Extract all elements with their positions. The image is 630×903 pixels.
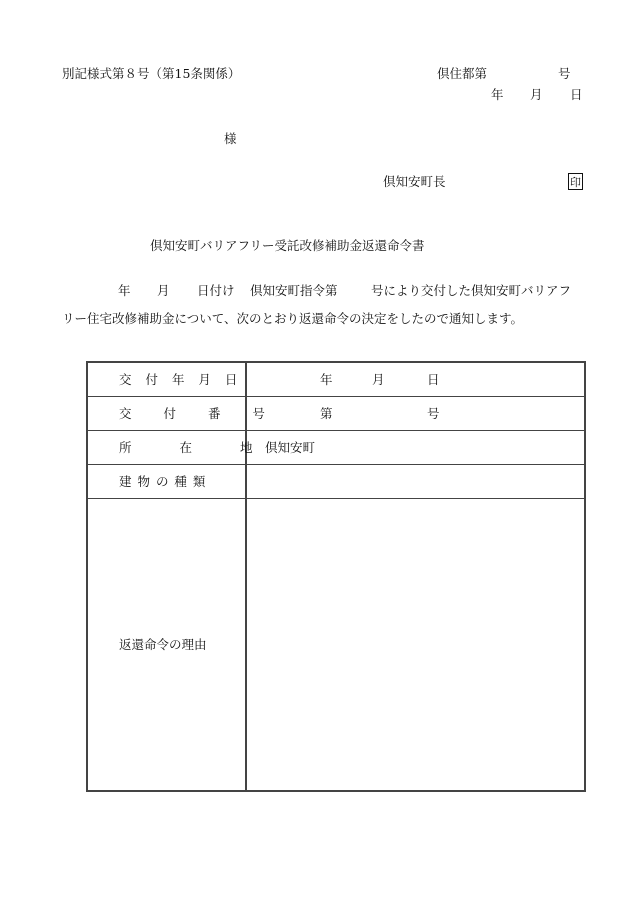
seal-mark: 印 — [568, 173, 583, 190]
table-row — [87, 465, 585, 499]
grant-date-label: 交 付 年 月 日 — [119, 372, 243, 387]
date-month-label: 月 — [530, 87, 543, 102]
building-type-label: 建 物 の 種 類 — [119, 474, 207, 489]
body-day: 日付け — [197, 283, 235, 298]
return-reason-label: 返還命令の理由 — [119, 637, 207, 652]
table-row — [87, 431, 585, 465]
body-year: 年 — [118, 283, 131, 298]
date-year-label: 年 — [491, 87, 504, 102]
body-line2: リー住宅改修補助金について、次のとおり返還命令の決定をしたので通知します。 — [62, 311, 524, 326]
form-reference: 別記様式第８号（第15条関係） — [62, 66, 241, 81]
grant-number-suffix: 号 — [427, 406, 440, 421]
table-row — [87, 499, 585, 792]
body-order-prefix: 倶知安町指令第 — [250, 283, 338, 298]
location-value: 倶知安町 — [265, 440, 316, 455]
document-number-suffix: 号 — [558, 66, 571, 81]
grant-number-label: 交 付 番 号 — [119, 406, 279, 421]
grant-date-year: 年 — [320, 372, 333, 387]
addressee-honorific: 様 — [224, 131, 237, 146]
location-label: 所 在 地 — [119, 440, 275, 455]
table-row — [87, 397, 585, 431]
document-number-prefix: 倶住都第 — [437, 66, 488, 81]
document-title: 倶知安町バリアフリー受託改修補助金返還命令書 — [150, 238, 425, 253]
grant-date-month: 月 — [372, 372, 385, 387]
table-row — [87, 362, 585, 397]
details-table — [86, 361, 586, 792]
issuer-title: 倶知安町長 — [383, 174, 446, 189]
grant-date-day: 日 — [427, 372, 440, 387]
grant-number-prefix: 第 — [320, 406, 333, 421]
body-month: 月 — [157, 283, 170, 298]
body-line1-continuation: 号により交付した倶知安町バリアフ — [371, 283, 572, 298]
date-day-label: 日 — [570, 87, 583, 102]
